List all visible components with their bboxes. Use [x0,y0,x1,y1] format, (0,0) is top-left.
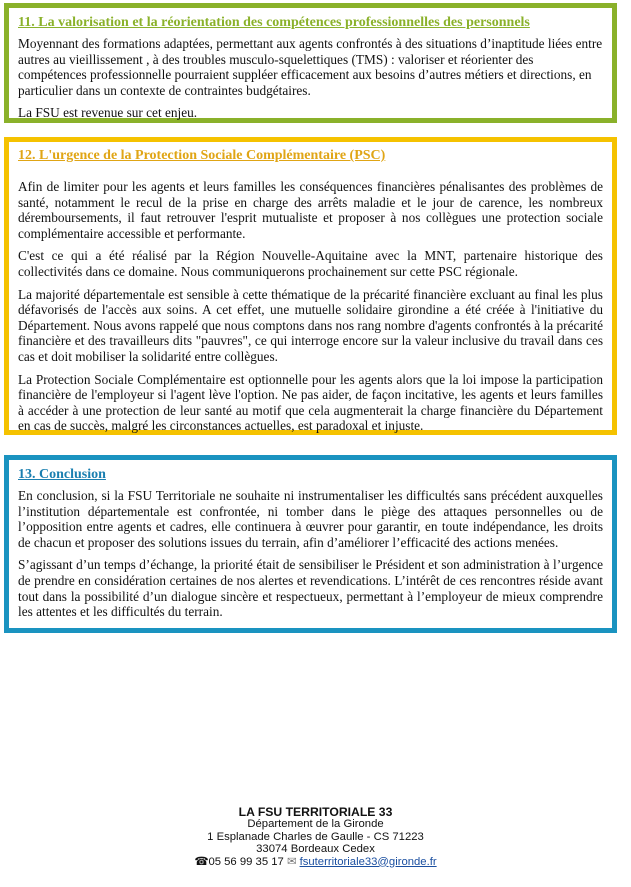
section-12-paragraph-2: C'est ce qui a été réalisé par la Région Nouvelle-Aquitaine avec la MNT, partenaire historique des collectivités dans ce domaine. Nous communiquerons prochainement sur cette PSC régionale. [18,248,603,279]
section-13-heading: 13. Conclusion [18,467,106,482]
section-11-box [4,3,617,123]
section-12-heading: 12. L'urgence de la Protection Sociale Complémentaire (PSC) [18,148,386,163]
section-13-paragraph-1: En conclusion, si la FSU Territoriale ne souhaite ni instrumentaliser les difficultés sans précédent auxquelles l’institution départementale est confrontée, ni tomber dans le piège des attaques personnelles ou de l’opposition entre agents et cadres, elle continuera à œuvrer pour garantir, en toute indépendance, les droits de chacun et proposer des solutions issues du terrain, afin d’améliorer l’efficacité des actions menées. [18,488,603,550]
footer-email-link[interactable]: fsuterritoriale33@gironde.fr [299,855,437,868]
footer-org-name: LA FSU TERRITORIALE 33 [238,805,393,819]
section-11-heading: 11. La valorisation et la réorientation des compétences professionnelles des personnels [18,15,530,30]
footer-contact [0,806,631,868]
section-13-paragraph-2: S’agissant d’un temps d’échange, la priorité était de sensibiliser le Président et son administration à l’urgence de prendre en considération certaines de nos alertes et revendications. L’intérêt de ces rencontres réside avant tout dans la possibilité d’un dialogue sincère et respectueux, permettant à l’employeur de mieux comprendre les attentes et les difficultés du terrain. [18,557,603,620]
footer-phone: 05 56 99 35 17 [208,855,284,868]
section-11-paragraph-1: Moyennant des formations adaptées, permettant aux agents confrontés à des situations d’inaptitude liées entre autres au vieillissement , à des troubles musculo-squelettiques (TMS) : valoriser et réorienter des compétences professionnelle pourraient suppléer efficacement aux besoins d’autres métiers et directions, en particulier dans un contexte de contraintes budgétaires. [18,36,603,98]
section-12-paragraph-4: La Protection Sociale Complémentaire est optionnelle pour les agents alors que la loi impose la participation financière de l'employeur si l'agent lève l'option. Ne pas aider, de façon incitative, les agents et leurs familles à accéder à une protection de leur santé au motif que cela augmenterait la charge financière du Département en cas de succès, malgré les circonstances actuelles, est paradoxal et injuste. [18,371,603,434]
section-12-paragraph-3: La majorité départementale est sensible à cette thématique de la précarité financière excluant au final les plus défavorisés de l'accès aux soins. A cet effet, une mutuelle solidaire girondine a été créée à l'initiative du Département. Nous avons rappelé que nous comptons dans nos rang nombre d'agents confrontés à la précarité financière et des travailleurs dits "pauvres", ce qui interroge encore sur la valeur inclusive du travail dans ces cas et doit mobiliser la solidarité entre collègues. [18,286,603,364]
section-13-box [4,455,617,633]
footer-department: Département de la Gironde [247,818,384,831]
section-11-paragraph-2: La FSU est revenue sur cet enjeu. [18,105,198,121]
footer-contact-line [0,856,631,868]
footer-address-line-2: 33074 Bordeaux Cedex [256,843,375,856]
footer-address-line-1: 1 Esplanade Charles de Gaulle - CS 71223 [207,830,424,843]
section-12-paragraph-1: Afin de limiter pour les agents et leurs familles les conséquences financières pénalisantes des problèmes de santé, notamment le recul de la prise en charge des arrêts maladie et le jour de carence, les nombreux déremboursements, il faut retrouver l'esprit mutualiste et proposer à nos collègues une protection sociale complémentaire accessible et performante. [18,179,603,241]
section-12-box [4,137,617,435]
mail-icon: ✉ [286,855,297,868]
phone-icon: ☎ [194,855,209,868]
